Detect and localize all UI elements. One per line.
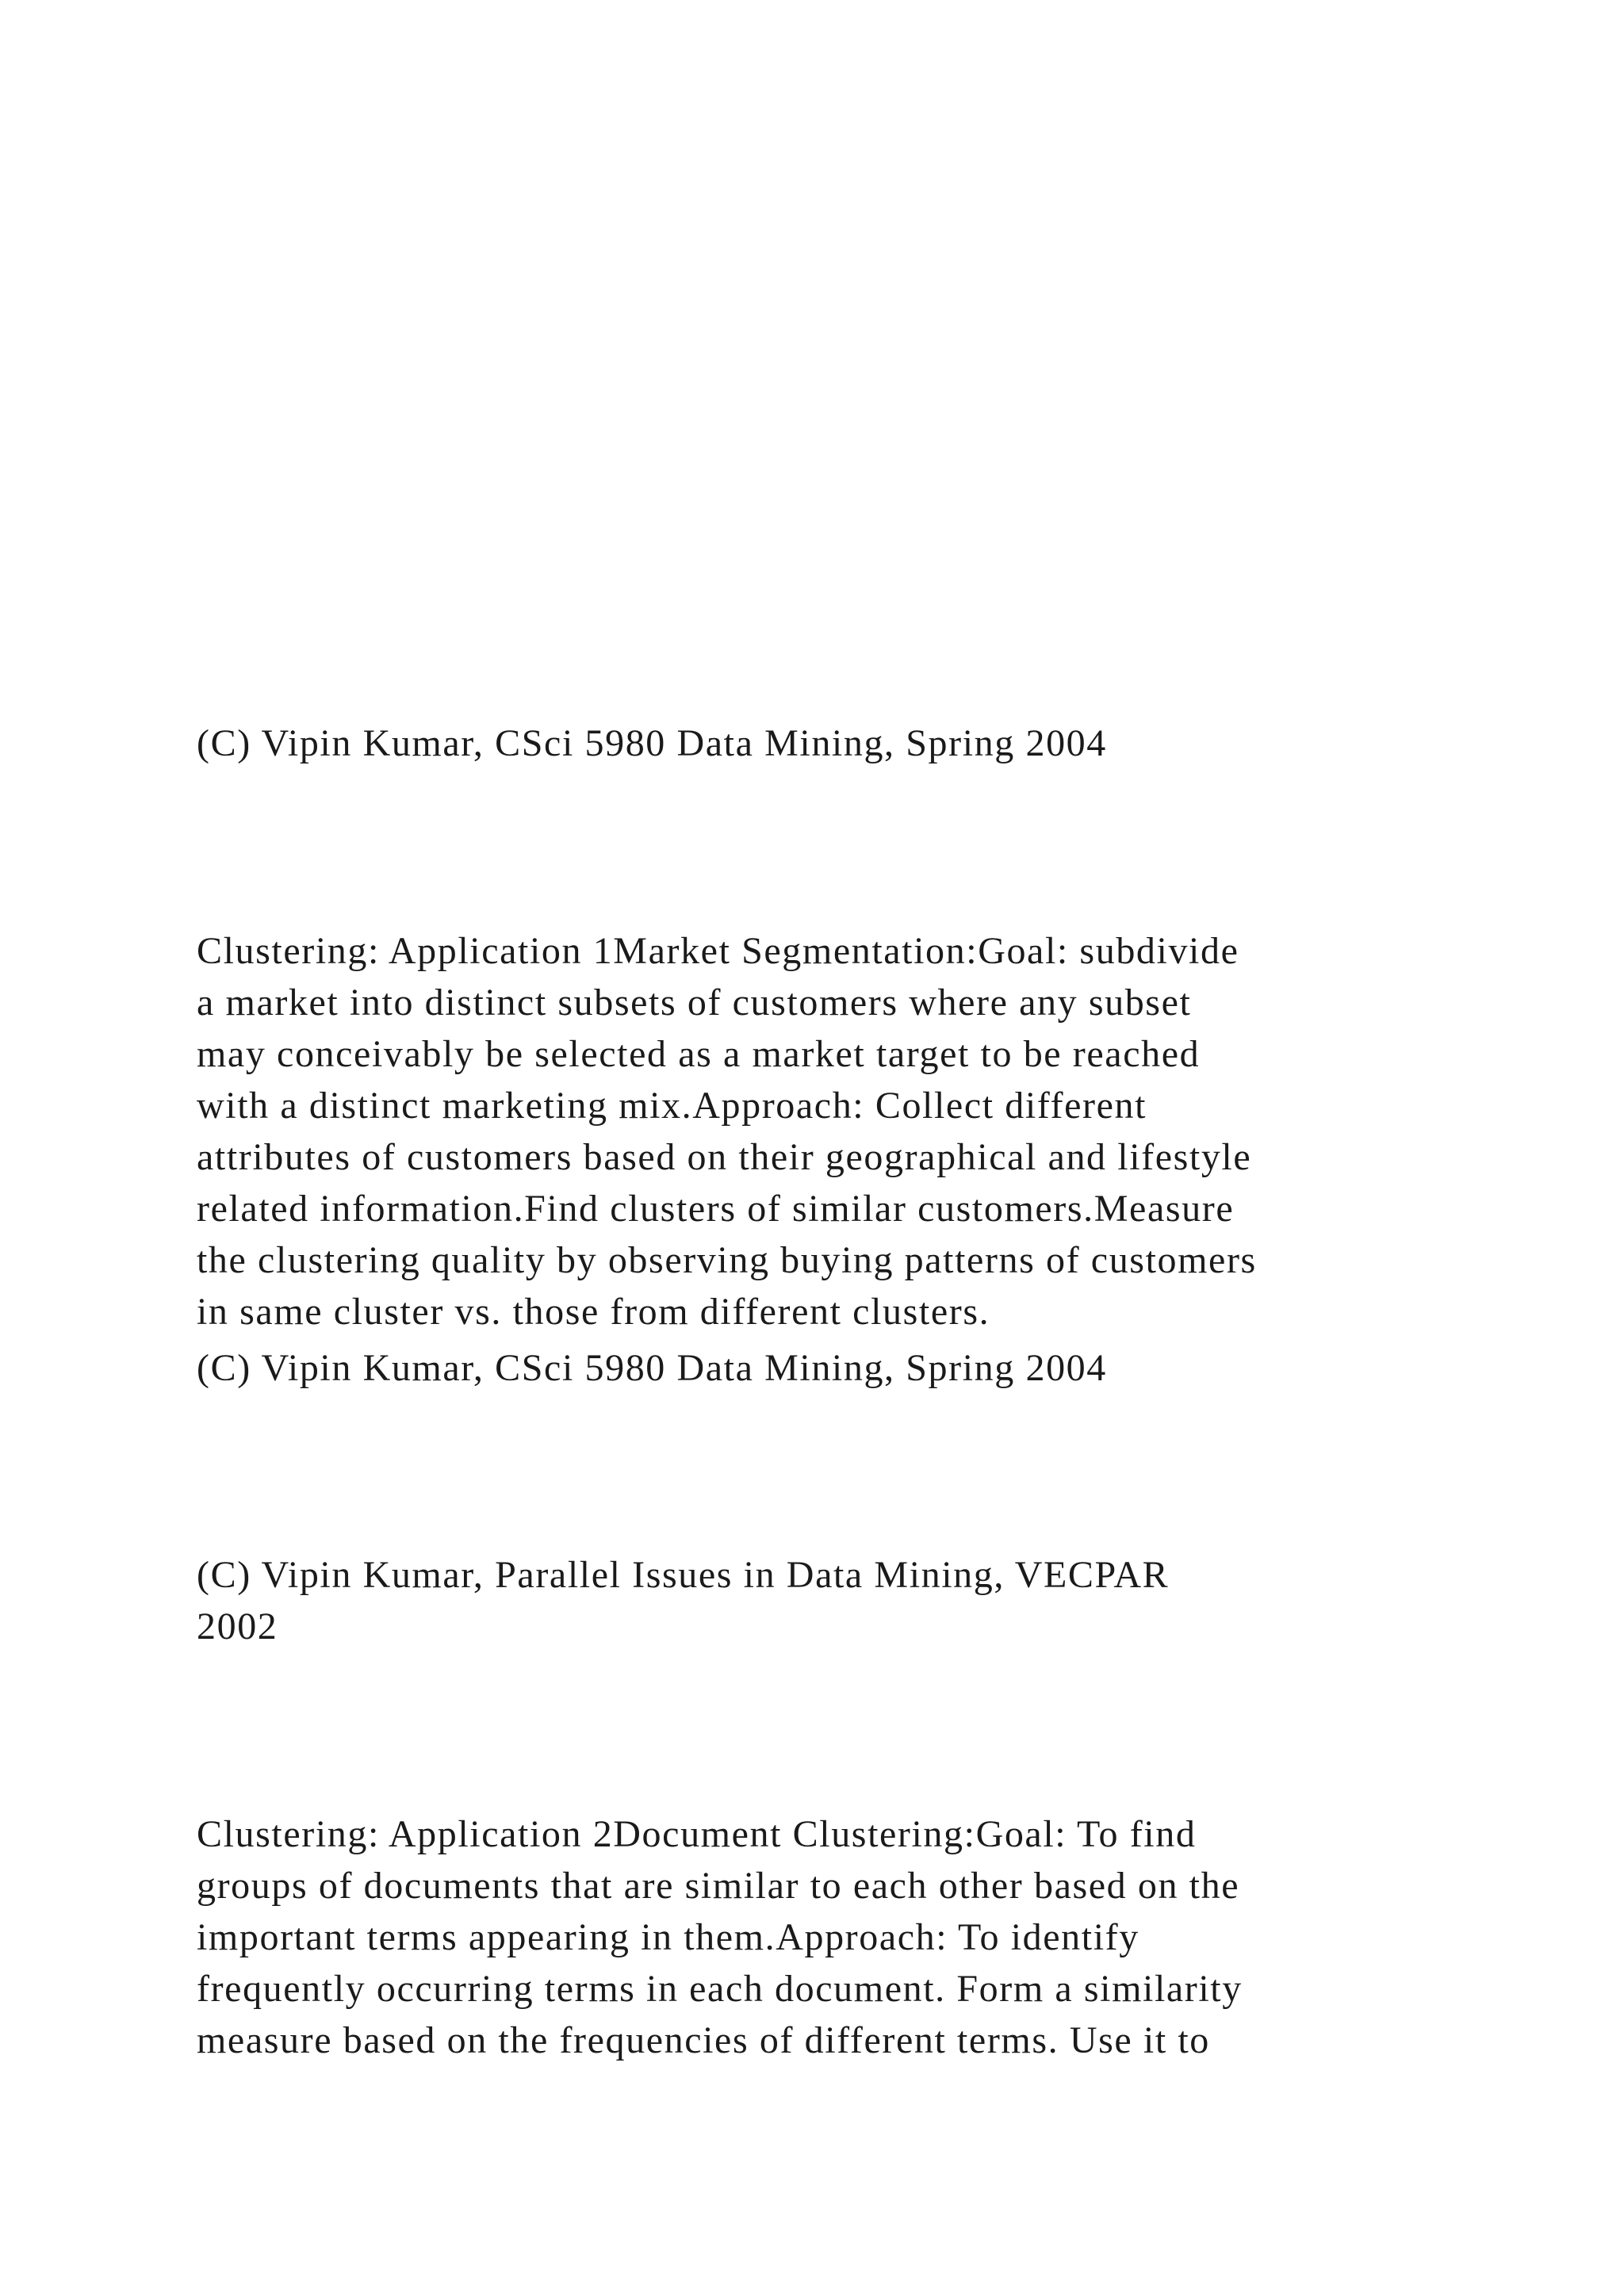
clustering-application-1-paragraph: Clustering: Application 1Market Segmentation:Goal: subdivide a market into distinct subsets of customers where any subset may conceivably be selected as a market target to be reached with a distinct marketing mix.Approach: Collect different attributes of customers based on their geographical and lifestyle related information.Find clusters of similar customers.Measure the clustering quality by observing buying patterns of customers in same cluster vs. those from different clusters. [197,930,1257,1333]
slide-footer-text: (C) Vipin Kumar, CSci 5980 Data Mining, Spring 2004 [197,1347,1107,1389]
slide-footer-text: (C) Vipin Kumar, Parallel Issues in Data Mining, VECPAR 2002 [197,1554,1170,1647]
clustering-application-2-paragraph: Clustering: Application 2Document Clustering:Goal: To find groups of documents that are similar to each other based on the important terms appearing in them.Approach: To identify frequently occurring terms in each document. Form a similarity measure based on the frequencies of different terms. Use it to [197,1813,1243,2061]
slide-footer-text: (C) Vipin Kumar, CSci 5980 Data Mining, Spring 2004 [197,722,1107,764]
